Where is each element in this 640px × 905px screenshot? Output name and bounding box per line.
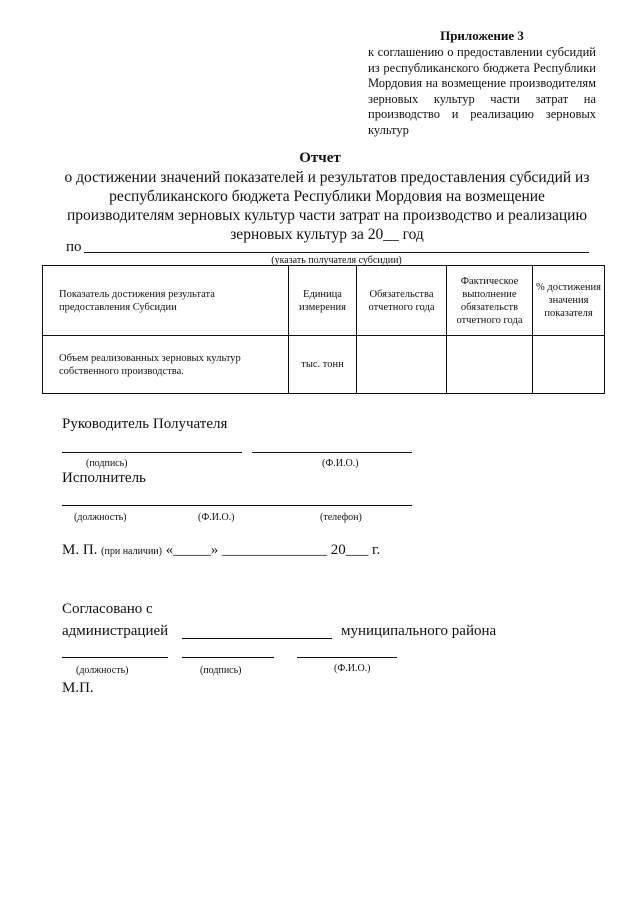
executor-label: Исполнитель bbox=[62, 470, 146, 486]
mp-label: М. П. bbox=[62, 542, 98, 558]
recipient-label: по bbox=[66, 239, 82, 255]
row-obligations[interactable] bbox=[357, 336, 447, 394]
header-obligations: Обязательства отчетного года bbox=[357, 266, 447, 336]
final-mp: М.П. bbox=[62, 680, 94, 696]
table-header-row bbox=[43, 266, 605, 336]
head-label: Руководитель Получателя bbox=[62, 416, 228, 432]
executor-position-hint: (должность) bbox=[74, 512, 127, 523]
agreed-sign-line[interactable] bbox=[182, 657, 274, 658]
header-percent: % достижения значения показателя bbox=[533, 266, 605, 336]
appendix-title: Приложение 3 bbox=[440, 28, 524, 43]
recipient-line[interactable] bbox=[84, 252, 589, 253]
agreed-label-1: Согласовано с bbox=[62, 601, 153, 617]
mp-note: (при наличии) bbox=[101, 546, 162, 557]
header-unit: Единица измерения bbox=[289, 266, 357, 336]
report-title: Отчет bbox=[299, 150, 341, 166]
row-unit: тыс. тонн bbox=[289, 336, 357, 394]
recipient-hint: (указать получателя субсидии) bbox=[271, 255, 402, 266]
agreed-position-line[interactable] bbox=[62, 657, 168, 658]
head-fio-line[interactable] bbox=[252, 452, 412, 453]
indicators-table bbox=[42, 265, 605, 394]
row-percent[interactable] bbox=[533, 336, 605, 394]
agreed-admin-line[interactable] bbox=[182, 638, 332, 639]
agreed-sign-hint: (подпись) bbox=[200, 665, 242, 676]
executor-phone-hint: (телефон) bbox=[320, 512, 362, 523]
agreed-fio-line[interactable] bbox=[297, 657, 397, 658]
head-sign-line[interactable] bbox=[62, 452, 242, 453]
executor-fio-hint: (Ф.И.О.) bbox=[198, 512, 235, 523]
header-indicator: Показатель достижения результата предоставления Субсидии bbox=[43, 266, 289, 336]
mp-row bbox=[62, 542, 380, 559]
agreed-suffix: муниципального района bbox=[341, 623, 497, 639]
appendix-block bbox=[368, 28, 596, 138]
row-indicator: Объем реализованных зерновых культур собственного производства. bbox=[43, 336, 289, 394]
report-subtitle: о достижении значений показателей и результатов предоставления субсидий из республиканского бюджета Республики Мордовия на возмещение производителям зерновых культур части затрат на производство и реализацию зерновых культур за 20__ год bbox=[64, 169, 590, 243]
head-sign-hint: (подпись) bbox=[86, 458, 128, 469]
date-field[interactable]: «_____» ______________ 20___ г. bbox=[165, 542, 381, 558]
executor-line[interactable] bbox=[62, 505, 412, 506]
row-actual[interactable] bbox=[447, 336, 533, 394]
agreed-fio-hint: (Ф.И.О.) bbox=[334, 663, 371, 674]
appendix-text: к соглашению о предоставлении субсидий из республиканского бюджета Республики Мордовия на возмещение производителям зерновых культур части затрат на производство и реализацию зерновых культур bbox=[368, 45, 596, 137]
head-fio-hint: (Ф.И.О.) bbox=[322, 458, 359, 469]
header-actual: Фактическое выполнение обязательств отчетного года bbox=[447, 266, 533, 336]
agreed-position-hint: (должность) bbox=[76, 665, 129, 676]
agreed-label-2: администрацией bbox=[62, 623, 169, 639]
table-row bbox=[43, 336, 605, 394]
